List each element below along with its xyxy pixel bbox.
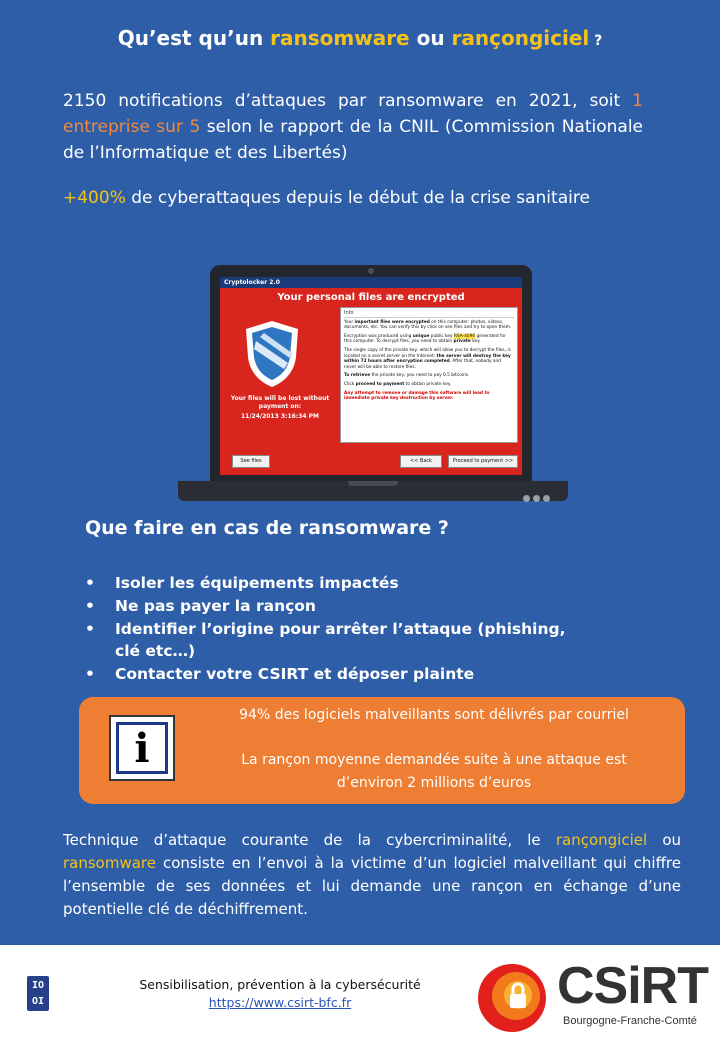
- section-title: Que faire en cas de ransomware ?: [85, 517, 449, 539]
- info-callout: [79, 697, 685, 804]
- info-line-2: La rançon moyenne demandée suite à une attaque est d’environ 2 millions d’euros: [241, 752, 627, 791]
- screen-heading: Your personal files are encrypted: [277, 292, 465, 303]
- stat-highlight: +400%: [63, 188, 126, 208]
- info-paragraph: Click proceed to payment to obtain private key.: [344, 381, 452, 387]
- laptop-illustration: [178, 265, 568, 505]
- description-keyword: ransomware: [63, 854, 156, 872]
- webcam-icon: [368, 268, 374, 274]
- ransomware-screen: [220, 277, 522, 475]
- list-item: • Ne pas payer la rançon: [85, 597, 316, 615]
- laptop-notch: [348, 481, 398, 486]
- see-files-button[interactable]: See files: [232, 455, 270, 468]
- action-list: [85, 572, 585, 686]
- title-keyword-rancongiciel: rançongiciel: [451, 26, 590, 50]
- footer-url-link[interactable]: https://www.csirt-bfc.fr: [208, 995, 352, 1010]
- intro-highlight: 1 entreprise sur 5: [63, 91, 643, 137]
- laptop-lid: [210, 265, 532, 481]
- list-item: • Isoler les équipements impactés: [85, 574, 399, 592]
- csirt-brand: CSiRT: [557, 957, 708, 1015]
- info-line-1: 94% des logiciels malveillants sont délivrés par courriel: [239, 707, 629, 723]
- ransom-info-box: [340, 307, 518, 443]
- deadline-date: 11/24/2013 3:16:34 PM: [241, 413, 319, 420]
- info-label: Info: [344, 311, 514, 318]
- lost-warning: Your files will be lost without payment on:: [230, 395, 330, 410]
- info-warning: Any attempt to remove or damage this software will lead to immediate private key destruction by server.: [344, 390, 490, 402]
- intro-paragraph: 2150 notifications d’attaques par ransomware en 2021, soit 1 entreprise sur 5 selon le rapport de la CNIL (Commission Nationale de l’Informatique et des Libertés): [63, 91, 643, 163]
- description-paragraph: Technique d’attaque courante de la cybercriminalité, le rançongiciel ou ransomware consiste en l’envoi à la victime d’un logiciel malveillant qui chiffre l’ensemble de ses données et lui demande une rançon en échange d’une potentielle clé de déchiffrement.: [63, 831, 681, 918]
- page-title: Qu’est qu’un ransomware ou rançongiciel ?: [117, 26, 603, 50]
- description-keyword: rançongiciel: [555, 831, 648, 849]
- laptop-base: [178, 481, 568, 501]
- proceed-to-payment-button[interactable]: Proceed to payment >>: [448, 455, 518, 468]
- stat-paragraph: +400% de cyberattaques depuis le début de la crise sanitaire: [63, 188, 590, 208]
- info-icon: i: [109, 715, 175, 781]
- shield-icon: [242, 319, 302, 389]
- info-paragraph: The single copy of the private key, which will allow you to decrypt the files, is located on a secret server on the Internet; the server will destroy the key within 72 hours after encryption completed. After that, nobody and never will be able to restore files.: [344, 347, 511, 370]
- title-keyword-ransomware: ransomware: [270, 26, 410, 50]
- indicator-lights: [520, 487, 550, 506]
- csirt-logo-icon: [474, 958, 554, 1036]
- info-paragraph: Your important files were encrypted on this computer: photos, videos, documents, etc. You can verify this by click on see files and try to open them.: [344, 319, 512, 331]
- info-paragraph: To retrieve the private key, you need to pay 0.5 bitcoins.: [344, 373, 470, 379]
- back-button[interactable]: << Back: [400, 455, 442, 468]
- footer-tagline: Sensibilisation, prévention à la cybersécurité: [139, 977, 421, 992]
- window-title: Cryptolocker 2.0: [220, 277, 522, 288]
- csirt-region: Bourgogne-Franche-Comté: [563, 1015, 697, 1027]
- list-item: • Contacter votre CSIRT et déposer plainte: [85, 665, 475, 683]
- list-item: • Identifier l’origine pour arrêter l’attaque (phishing, clé etc…): [85, 620, 566, 660]
- binary-logo-icon: IO OI: [27, 976, 49, 1011]
- info-paragraph: Encryption was produced using unique public key RSA-4096 generated for this computer. To decrypt files, you need to obtain private key.: [344, 333, 506, 345]
